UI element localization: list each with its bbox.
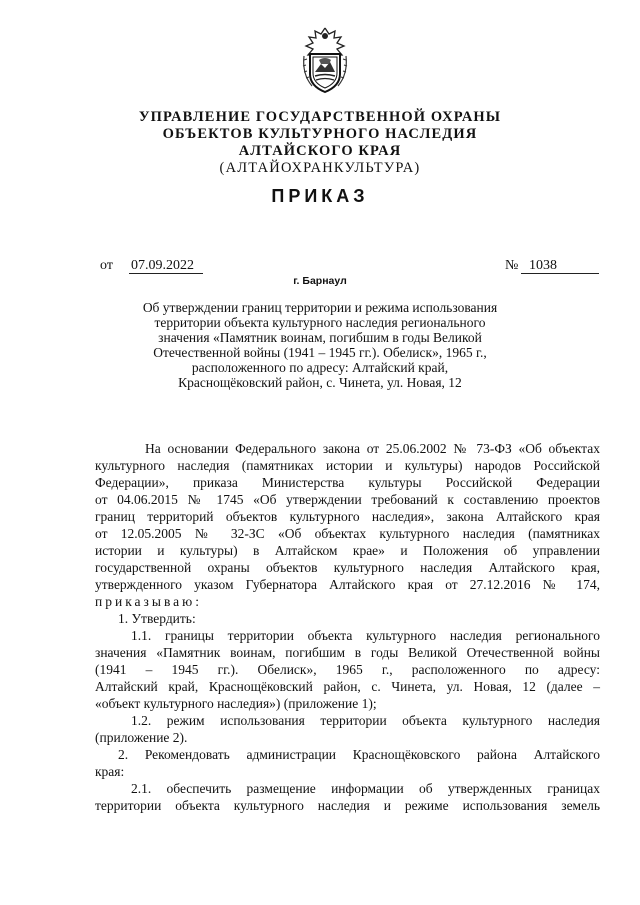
body-line: 2.1. обеспечить размещение информации об утвержденных границах [131, 781, 600, 796]
document-title: ПРИКАЗ [271, 186, 369, 206]
org-name-line: ОБЪЕКТОВ КУЛЬТУРНОГО НАСЛЕДИЯ [162, 126, 478, 142]
coat-of-arms-icon [300, 26, 350, 94]
body-line: 2. Рекомендовать администрации Краснощёковского района Алтайского [118, 747, 600, 762]
body-line: истории и культуры) в Алтайском крае» и Положения об управлении [95, 543, 600, 558]
body-line: Алтайский край, Краснощёковский район, с. Чинета, ул. Новая, 12 (далее – [95, 679, 600, 694]
org-name-line: АЛТАЙСКОГО КРАЯ [238, 143, 402, 159]
body-line: края: [95, 764, 125, 779]
body-line: Федерации», приказа Министерства культуры Российской Федерации [95, 475, 600, 490]
org-name-line: УПРАВЛЕНИЕ ГОСУДАРСТВЕННОЙ ОХРАНЫ [138, 109, 502, 125]
body-line: границ территорий объектов культурного наследия», закона Алтайского края [95, 509, 600, 524]
org-short-name: (АЛТАЙОХРАНКУЛЬТУРА) [219, 160, 421, 176]
subject-line: Об утверждении границ территории и режима использования [142, 300, 498, 315]
body-line: На основании Федерального закона от 25.06.2002 № 73-ФЗ «Об объектах [145, 441, 600, 456]
body-line: (1941 – 1945 гг.). Обелиск», 1965 г., расположенного по адресу: [95, 662, 600, 677]
body-line: 1. Утвердить: [118, 611, 196, 626]
body-line: «объект культурного наследия») (приложение 1); [95, 696, 377, 711]
subject-line: Отечественной войны (1941 – 1945 гг.). Обелиск», 1965 г., [153, 345, 487, 360]
document-number: 1038 [521, 258, 599, 274]
subject-line: расположенного по адресу: Алтайский край, [191, 360, 449, 375]
body-line: от 12.05.2005 № 32-ЗС «Об объектах культурного наследия (памятниках [95, 526, 600, 541]
document-date: 07.09.2022 [129, 258, 203, 274]
body-line: от 04.06.2015 № 1745 «Об утверждении требований к составлению проектов [95, 492, 600, 507]
document-city: г. Барнаул [293, 275, 347, 287]
body-line: приказываю: [95, 594, 202, 609]
body-line: утвержденного указом Губернатора Алтайского края от 27.12.2016 № 174, [95, 577, 600, 592]
date-label: от [100, 258, 113, 273]
subject-line: территории объекта культурного наследия регионального [154, 315, 486, 330]
body-line: государственной охраны объектов культурного наследия Алтайского края, [95, 560, 600, 575]
body-line: значения «Памятник воинам, погибшим в годы Великой Отечественной войны [95, 645, 600, 660]
body-line: (приложение 2). [95, 730, 188, 745]
body-line: территории объекта культурного наследия и режиме использования земель [95, 798, 600, 813]
body-line: 1.2. режим использования территории объекта культурного наследия [131, 713, 600, 728]
order-body [95, 440, 600, 814]
subject-line: Краснощёковский район, с. Чинета, ул. Новая, 12 [178, 375, 462, 390]
body-line: культурного наследия (памятниках истории и культуры) народов Российской [95, 458, 600, 473]
body-line: 1.1. границы территории объекта культурного наследия регионального [131, 628, 600, 643]
subject-line: значения «Памятник воинам, погибшим в годы Великой [158, 330, 482, 345]
order-subject [130, 300, 510, 390]
number-label: № [505, 258, 519, 273]
